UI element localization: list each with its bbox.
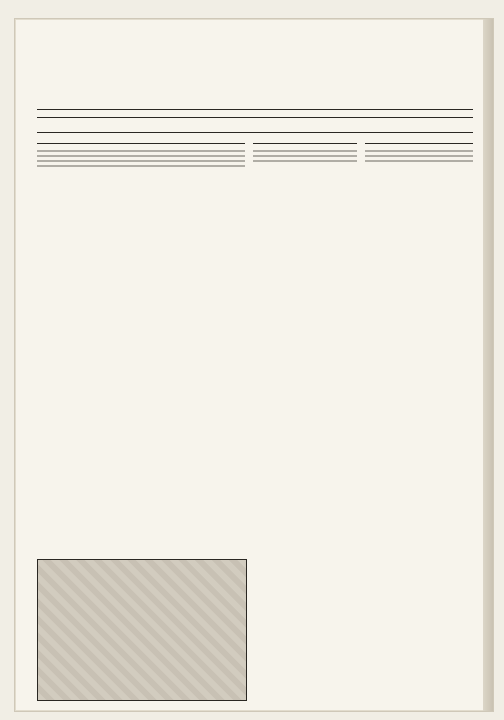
text-line: [37, 165, 245, 167]
column-2: [253, 139, 357, 699]
binding-strip: [483, 19, 493, 711]
column-2-headline: [253, 139, 357, 144]
text-line: [37, 150, 245, 152]
dateline: [37, 117, 473, 133]
column-1-headline: [37, 139, 245, 144]
column-3: [365, 139, 473, 699]
masthead: [37, 49, 473, 110]
column-3-headline: [365, 139, 473, 144]
text-line: [365, 160, 473, 162]
text-line: [253, 155, 357, 157]
text-line: [253, 160, 357, 162]
text-line: [365, 150, 473, 152]
text-line: [365, 155, 473, 157]
photo: [37, 559, 247, 701]
text-line: [253, 150, 357, 152]
text-line: [37, 155, 245, 157]
page: [14, 18, 494, 712]
text-line: [37, 160, 245, 162]
